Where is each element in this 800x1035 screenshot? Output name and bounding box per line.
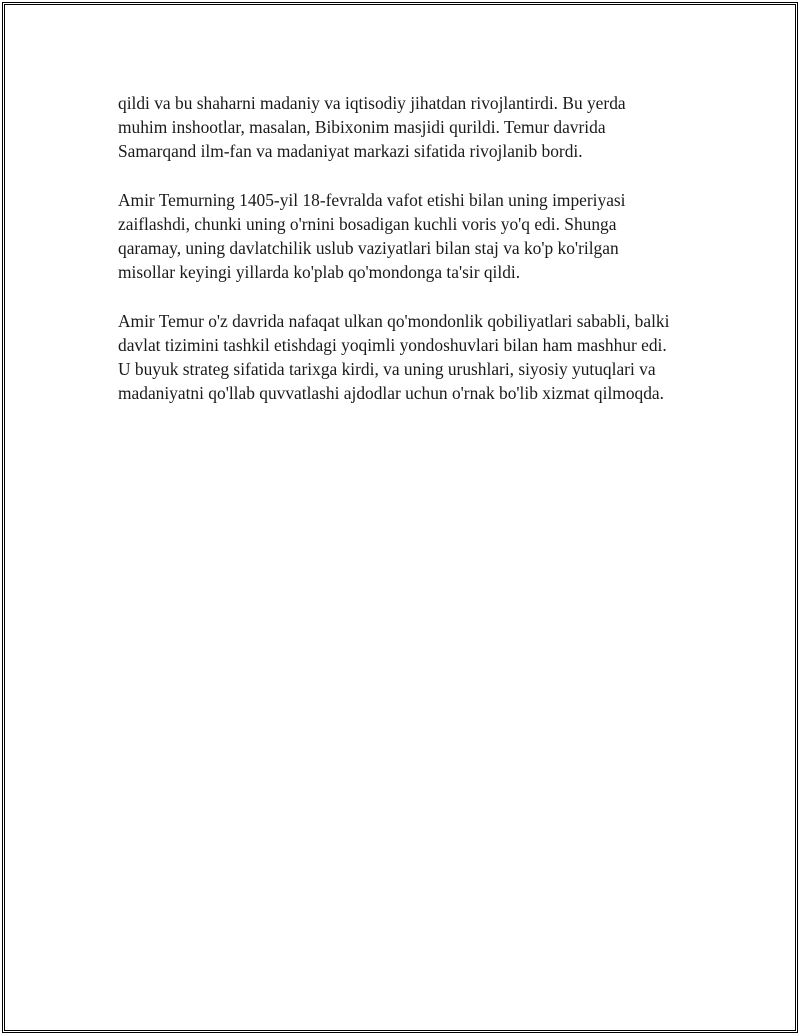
paragraph-3: Amir Temur o'z davrida nafaqat ulkan qo'mondonlik qobiliyatlari sababli, balki davlat tizimini tashkil etishdagi yoqimli yondoshuvlari bilan ham mashhur edi. U buyuk strateg sifatida tarixga kirdi, va uning urushlari, siyosiy yutuqlari va madaniyatni qo'llab quvvatlashi ajdodlar uchun o'rnak bo'lib xizmat qilmoqda.: [118, 310, 670, 404]
paragraph-1: qildi va bu shaharni madaniy va iqtisodiy jihatdan rivojlantirdi. Bu yerda muhim inshootlar, masalan, Bibixonim masjidi qurildi. Temur davrida Samarqand ilm-fan va madaniyat markazi sifatida rivojlanib bordi.: [118, 93, 626, 162]
paragraph-2: Amir Temurning 1405-yil 18-fevralda vafot etishi bilan uning imperiyasi zaiflashdi, chunki uning o'rnini bosadigan kuchli voris yo'q edi. Shunga qaramay, uning davlatchilik uslub vaziyatlari bilan staj va ko'p ko'rilgan misollar keyingi yillarda ko'plab qo'mondonga ta'sir qildi.: [118, 189, 626, 283]
document-body: [118, 91, 678, 430]
